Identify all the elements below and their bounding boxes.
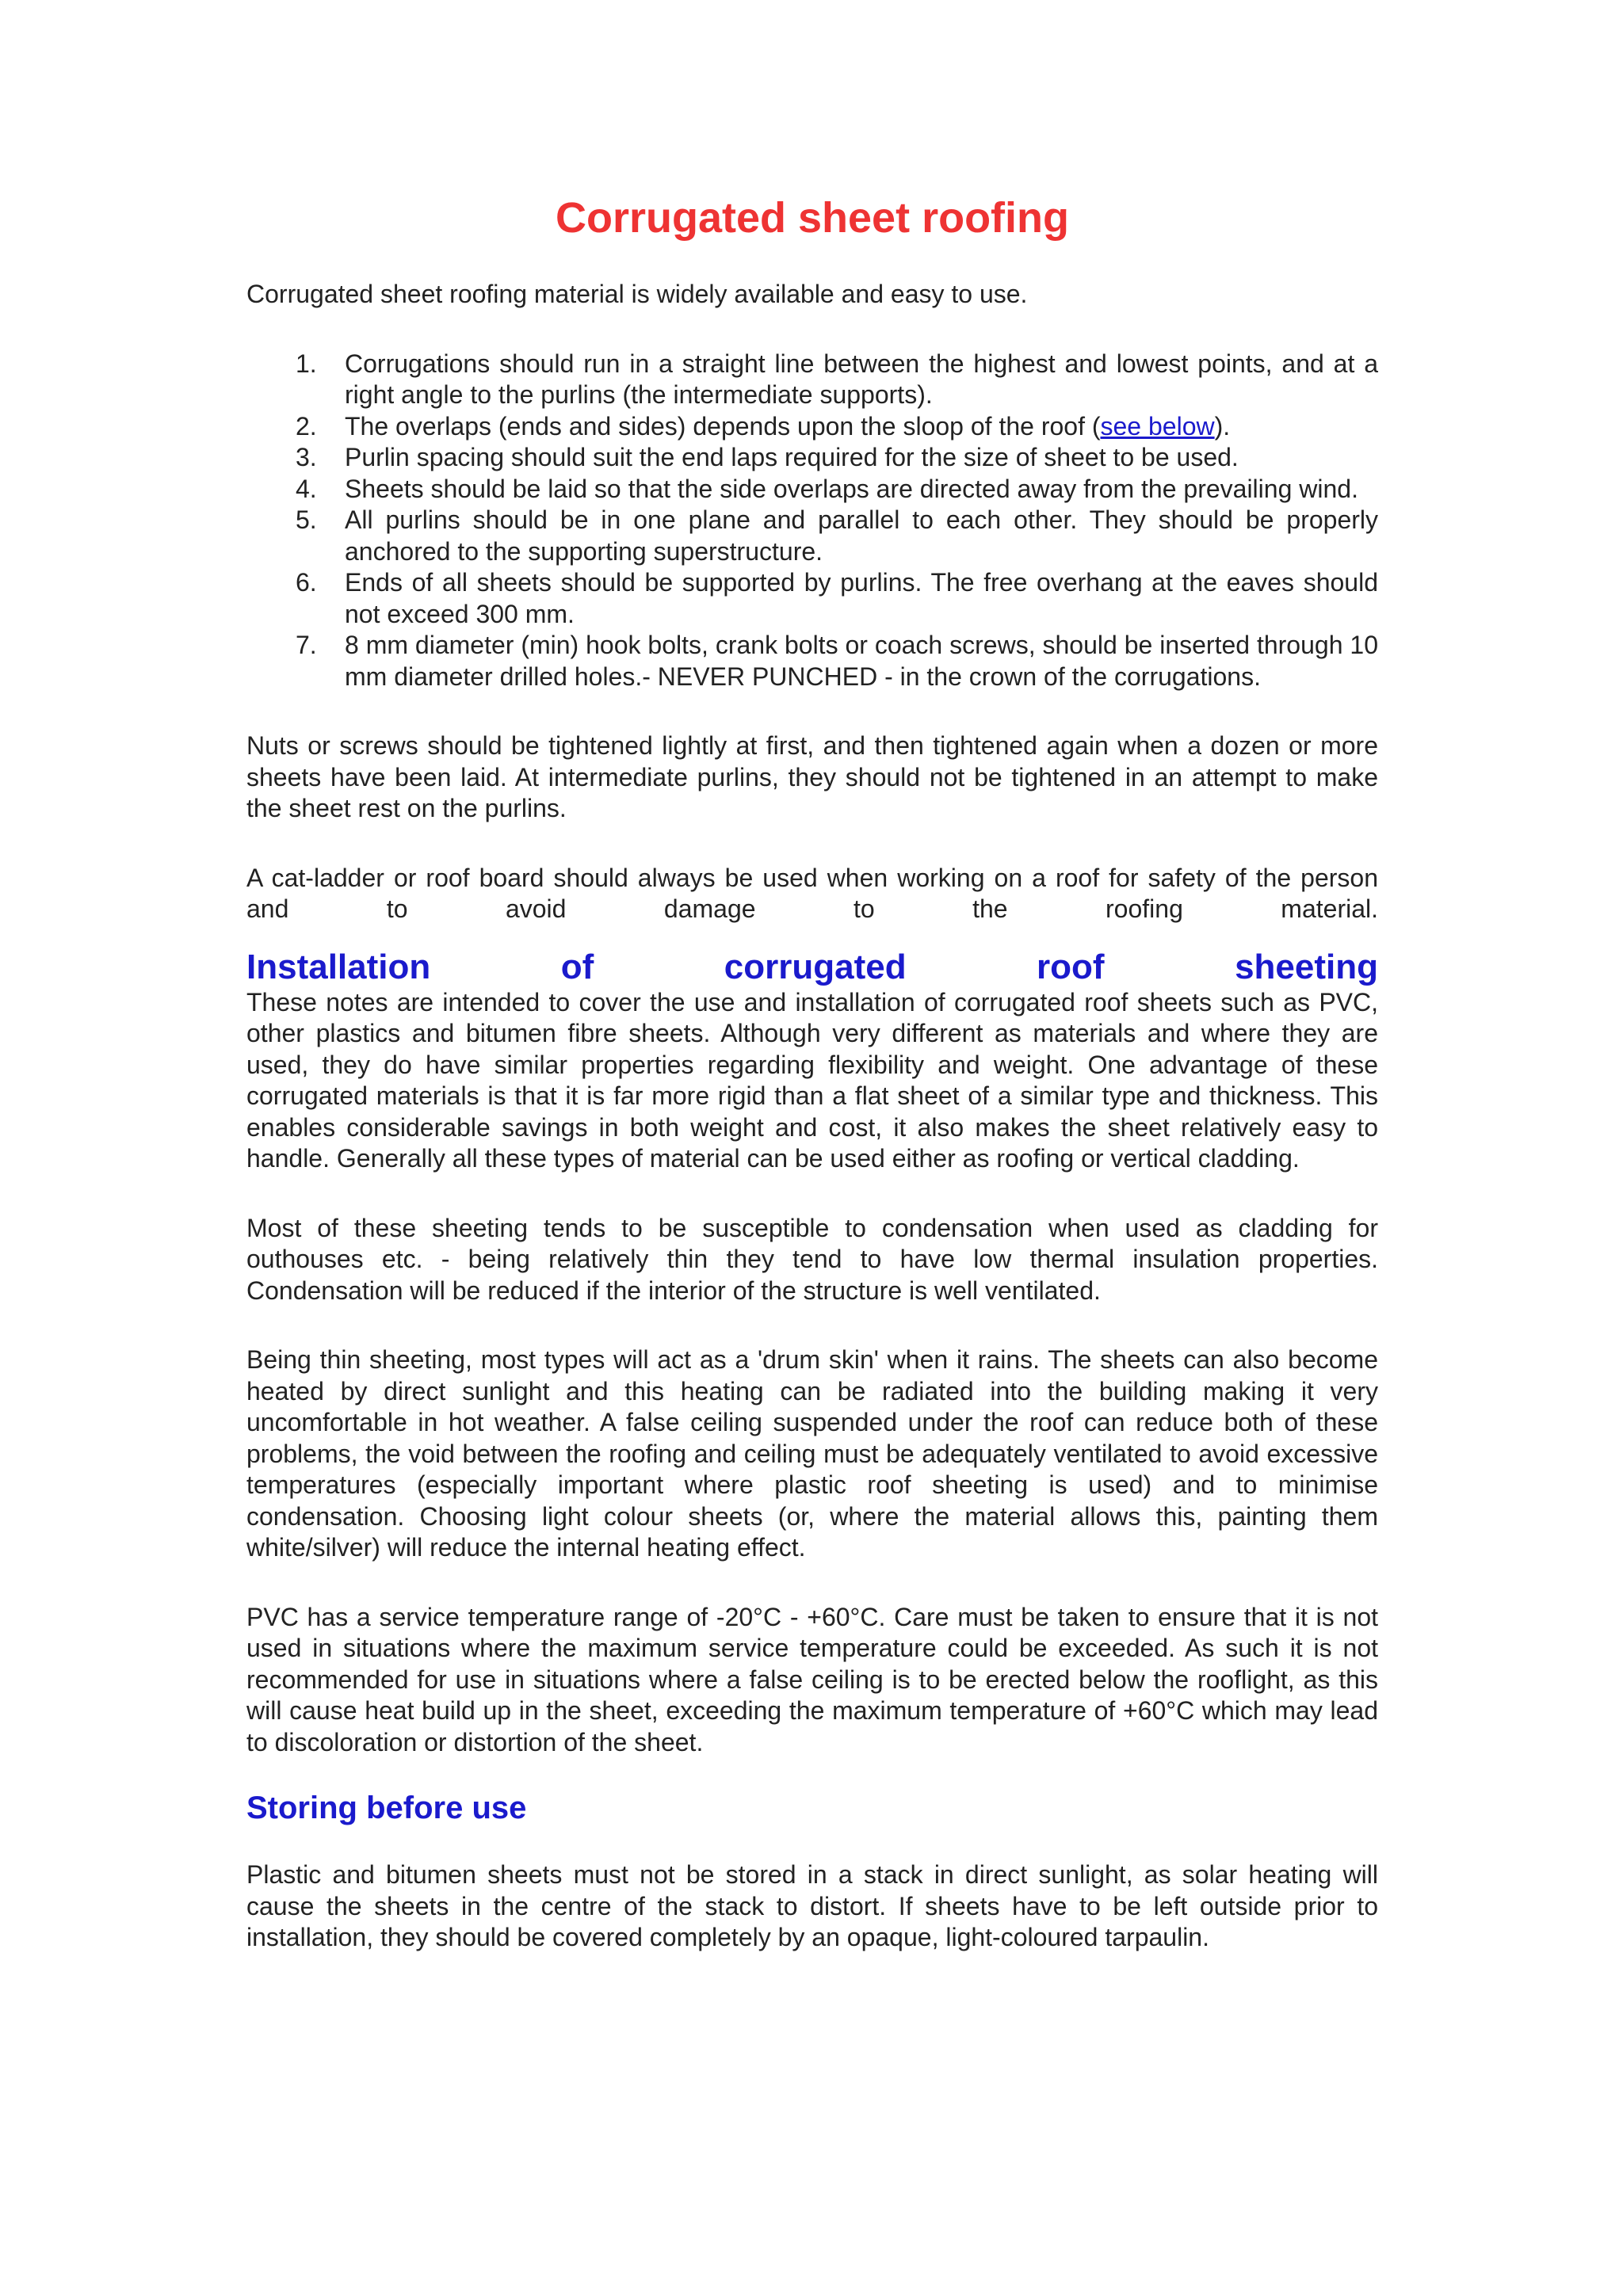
list-item <box>246 349 1378 411</box>
list-item-text: Ends of all sheets should be supported by purlins. The free overhang at the eaves should not exceed 300 mm. <box>345 568 1378 628</box>
notes-paragraph: These notes are intended to cover the use and installation of corrugated roof sheets such as PVC, other plastics and bitumen fibre sheets. Although very different as materials and where they are used, they do have similar properties regarding flexibility and weight. One advantage of these corrugated materials is that it is far more rigid than a flat sheet of a similar type and thickness. This enables considerable savings in both weight and cost, it also makes the sheet relatively easy to handle. Generally all these types of material can be used either as roofing or vertical cladding. <box>246 987 1378 1173</box>
list-item-text: All purlins should be in one plane and parallel to each other. They should be properly anchored to the supporting superstructure. <box>345 505 1378 566</box>
page-title: Corrugated sheet roofing <box>555 194 1070 242</box>
list-item <box>246 567 1378 630</box>
list-item <box>246 505 1378 567</box>
list-item <box>246 442 1378 474</box>
list-item-text: 8 mm diameter (min) hook bolts, crank bolts or coach screws, should be inserted through 10 mm diameter drilled holes.- NEVER PUNCHED - in the crown of the corrugations. <box>345 631 1378 691</box>
list-item-text-end: ). <box>1214 411 1231 441</box>
document-page <box>246 190 1378 1954</box>
list-item-number: 7. <box>296 631 317 659</box>
list-item <box>246 411 1378 443</box>
list-item-number: 2. <box>296 411 317 441</box>
list-item-text: The overlaps (ends and sides) depends upon the sloop of the roof ( <box>345 411 1101 441</box>
list-item-text: Corrugations should run in a straight line between the highest and lowest points, and at a right angle to the purlins (the intermediate supports). <box>345 349 1378 409</box>
list-item-text: Sheets should be laid so that the side overlaps are directed away from the prevailing wind. <box>345 474 1358 503</box>
intro-paragraph: Corrugated sheet roofing material is widely available and easy to use. <box>246 280 1028 308</box>
list-item-number: 1. <box>296 349 317 378</box>
nuts-paragraph: Nuts or screws should be tightened lightly at first, and then tightened again when a dozen or more sheets have been laid. At intermediate purlins, they should not be tightened in an attempt to make the sheet rest on the purlins. <box>246 731 1378 822</box>
list-item-number: 5. <box>296 505 317 534</box>
drum-skin-paragraph: Being thin sheeting, most types will act as a 'drum skin' when it rains. The sheets can also become heated by direct sunlight and this heating can be radiated into the building making it very uncomfortable in hot weather. A false ceiling suspended under the roof can reduce both of these problems, the void between the roofing and ceiling must be adequately ventilated to avoid excessive temperatures (especially important where plastic roof sheeting is used) and to minimise condensation. Choosing light colour sheets (or, where the material allows this, painting them white/silver) will reduce the internal heating effect. <box>246 1345 1378 1562</box>
guidelines-list <box>246 349 1378 693</box>
list-item <box>246 474 1378 505</box>
cat-ladder-paragraph: A cat-ladder or roof board should always be used when working on a roof for safety of the person and to avoid damage to the roofing material. <box>246 863 1378 923</box>
list-item-number: 6. <box>296 568 317 597</box>
installation-heading: Installation of corrugated roof sheeting <box>246 947 1378 986</box>
list-item-number: 4. <box>296 474 317 503</box>
see-below-link[interactable]: see below <box>1100 411 1215 441</box>
list-item-text: Purlin spacing should suit the end laps required for the size of sheet to be used. <box>345 443 1239 471</box>
list-item-number: 3. <box>296 443 317 471</box>
condensation-paragraph: Most of these sheeting tends to be susceptible to condensation when used as cladding for outhouses etc. - being relatively thin they tend to have low thermal insulation properties. Condensation will be reduced if the interior of the structure is well ventilated. <box>246 1213 1378 1305</box>
storing-paragraph: Plastic and bitumen sheets must not be stored in a stack in direct sunlight, as solar heating will cause the sheets in the centre of the stack to distort. If sheets have to be left outside prior to installation, they should be covered completely by an opaque, light-coloured tarpaulin. <box>246 1860 1378 1951</box>
pvc-paragraph: PVC has a service temperature range of -20°C - +60°C. Care must be taken to ensure that it is not used in situations where the maximum service temperature could be exceeded. As such it is not recommended for use in situations where a false ceiling is to be erected below the rooflight, as this will cause heat build up in the sheet, exceeding the maximum temperature of +60°C which may lead to discoloration or distortion of the sheet. <box>246 1602 1378 1756</box>
storing-heading: Storing before use <box>246 1791 527 1825</box>
list-item <box>246 630 1378 692</box>
